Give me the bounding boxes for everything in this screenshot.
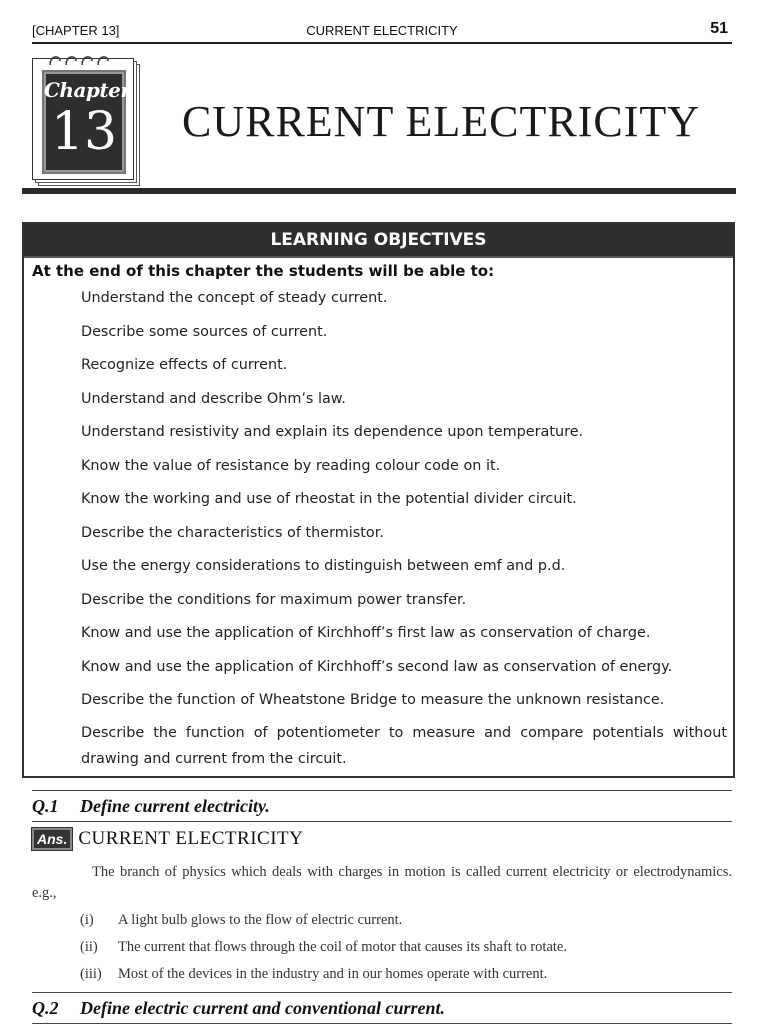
objective-item: Recognize effects of current. — [81, 357, 288, 373]
learning-objectives-box — [22, 222, 735, 778]
objective-item: Understand the concept of steady current. — [81, 290, 388, 306]
chapter-title: CURRENT ELECTRICITY — [181, 97, 701, 146]
title-divider — [22, 188, 736, 194]
objectives-list — [81, 288, 727, 767]
question-1 — [32, 790, 732, 822]
question-2 — [32, 992, 732, 1024]
example-number: (i) — [80, 912, 94, 928]
example-text: A light bulb glows to the flow of electric current. — [118, 912, 403, 928]
binder-rings-icon — [46, 52, 122, 66]
example-text: The current that flows through the coil of motor that causes its shaft to rotate. — [118, 939, 567, 955]
question-text: Define current electricity. — [80, 796, 270, 816]
objective-item: Use the energy considerations to distinguish between emf and p.d. — [81, 558, 566, 574]
objective-item: Know and use the application of Kirchhoff’s first law as conservation of charge. — [81, 625, 651, 641]
chapter-badge — [32, 52, 138, 184]
chapter-badge-label: Chapter — [44, 78, 131, 102]
objective-item: Understand and describe Ohm’s law. — [81, 390, 346, 407]
question-number: Q.1 — [32, 796, 59, 816]
answer-heading: CURRENT ELECTRICITY — [78, 828, 304, 849]
answer-paragraph: The branch of physics which deals with charges in motion is called current electricity or electrodynamics. e.g., — [32, 864, 732, 901]
objectives-intro: At the end of this chapter the students will be able to: — [32, 262, 495, 280]
example-text: Most of the devices in the industry and in our homes operate with current. — [118, 966, 548, 982]
answer-heading-row — [32, 828, 303, 852]
objective-item: Understand resistivity and explain its dependence upon temperature. — [81, 424, 584, 440]
chapter-badge-number: 13 — [50, 102, 118, 162]
objective-item: Know the value of resistance by reading colour code on it. — [81, 457, 501, 474]
example-item — [80, 934, 732, 961]
objective-item: Describe the conditions for maximum power transfer. — [81, 591, 467, 608]
question-text: Define electric current and conventional current. — [80, 998, 445, 1018]
running-header — [32, 20, 732, 44]
example-number: (ii) — [80, 939, 98, 955]
chapter-badge-panel — [42, 70, 131, 174]
objective-item: Describe some sources of current. — [81, 323, 328, 340]
objectives-heading: LEARNING OBJECTIVES — [24, 224, 733, 258]
objective-item: Describe the function of Wheatstone Bridge to measure the unknown resistance. — [81, 692, 665, 708]
example-number: (iii) — [80, 966, 102, 982]
example-item — [80, 961, 732, 988]
objective-item: Describe the characteristics of thermistor. — [81, 524, 384, 541]
objective-item: Know and use the application of Kirchhoff’s second law as conservation of energy. — [81, 658, 673, 675]
example-item — [80, 907, 732, 934]
objective-item: Know the working and use of rheostat in the potential divider circuit. — [81, 491, 577, 507]
objective-item: Describe the function of potentiometer to measure and compare potentials without drawing and current from the circuit. — [81, 724, 727, 767]
examples-list — [80, 907, 732, 988]
question-number: Q.2 — [32, 998, 59, 1018]
answer-badge: Ans. — [32, 828, 72, 850]
header-title: CURRENT ELECTRICITY — [306, 23, 458, 38]
page-number: 51 — [710, 20, 728, 37]
header-chapter-label: [CHAPTER 13] — [32, 23, 120, 38]
